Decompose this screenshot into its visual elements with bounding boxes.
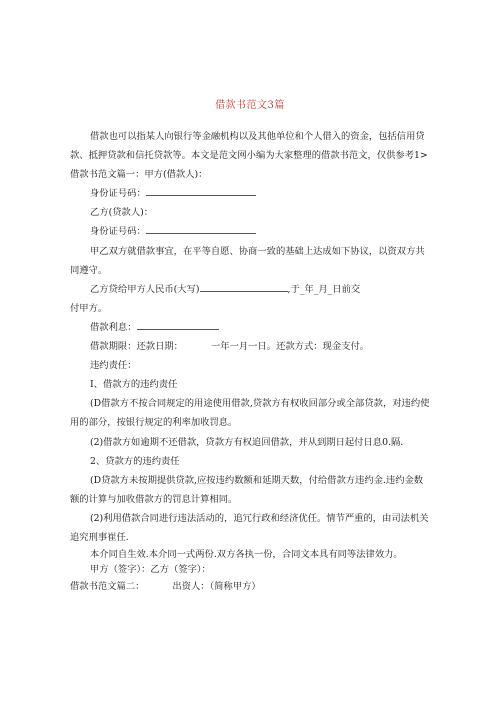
document-body bbox=[70, 127, 432, 596]
signature-line: 甲方（签字）：乙方（签字）： bbox=[90, 564, 211, 576]
term-value: 一年一月一日。还款方式：现金支付。 bbox=[210, 341, 370, 353]
agreement-line-2: 同遵守。 bbox=[70, 264, 108, 276]
intro-line-2: 款、抵押贷款和信托贷款等。本文是范文网小编为大家整理的借款书范文，仅供参考1> bbox=[70, 150, 428, 162]
party-b-id-line bbox=[70, 222, 432, 241]
sample-two-heading: 借款书范文篇二： bbox=[70, 581, 145, 593]
lender-clause-1-line-1: (D贷款方未按期提供贷款,应按违约数额和延期天数，付给借款方违约金.违约金数 bbox=[90, 474, 424, 486]
loan-amount-label: 乙方贷给甲方人民币(大写) bbox=[90, 283, 200, 295]
party-a-id-line bbox=[70, 184, 432, 203]
lender-clause-1-line-2: 额的计算与加收借款方的罚息计算相同。 bbox=[70, 493, 238, 505]
borrower-clause-1-line-1: (D借款方不按合同规定的用途使用借款,贷款方有权收回部分或全部贷款，对违约使 bbox=[90, 398, 430, 410]
breach-heading: 违约责任： bbox=[90, 360, 137, 372]
loan-amount-line-2: 付甲方。 bbox=[70, 302, 108, 314]
intro-line-1: 借款也可以指某人向银行等金融机构以及其他单位和个人借入的资金，包括信用贷 bbox=[90, 131, 425, 142]
party-b-id-blank bbox=[146, 224, 256, 234]
investor-label: 出资人：（简称甲方） bbox=[172, 581, 261, 593]
agreement-line-1: 甲乙双方就借款事宜，在平等自愿、协商一致的基础上达成如下协议，以资双方共 bbox=[90, 245, 425, 257]
party-b-id-label: 身份证号码： bbox=[90, 226, 146, 238]
borrower-breach-heading: I、借款方的违约责任 bbox=[90, 379, 178, 391]
interest-line bbox=[70, 318, 432, 337]
sample-two-line bbox=[70, 577, 432, 596]
lender-clause-2-line-1: (2)利用借款合同进行违法活动的，追冗行政和经济优任。情节严重的，由司法机关 bbox=[90, 512, 429, 524]
effect-line: 本介同自生效.本介同一式两份.双方各执一份，合同文本具有同等法律效力。 bbox=[90, 549, 403, 561]
loan-amount-line bbox=[70, 280, 432, 299]
interest-blank bbox=[137, 320, 219, 330]
loan-amount-blank bbox=[200, 282, 288, 292]
party-a-id-blank bbox=[146, 186, 256, 196]
sample-one-heading: 借款书范文篇一：甲方(借款人)： bbox=[70, 169, 208, 181]
borrower-clause-1-line-2: 用的部分，按银行规定的利率加收罚息。 bbox=[70, 417, 238, 429]
term-line bbox=[70, 337, 432, 356]
lender-breach-heading: 2、贷款方的违约责任 bbox=[90, 455, 180, 467]
term-label: 借款期限：还款日期： bbox=[90, 341, 183, 353]
party-a-id-label: 身份证号码： bbox=[90, 188, 146, 200]
loan-date-text: ,于_年_月_日前交 bbox=[287, 283, 361, 295]
lender-clause-2-line-2: 追究刑事崔任. bbox=[70, 531, 129, 543]
interest-label: 借款利息： bbox=[90, 321, 137, 333]
party-b-line: 乙方(贷款人)： bbox=[90, 207, 154, 219]
borrower-clause-2: (2)借款方如逾期不还借款，贷款方有权追回借款，并从到期日起付日息0.隔. bbox=[90, 436, 404, 448]
document-title: 借款书范文3篇 bbox=[215, 100, 285, 111]
